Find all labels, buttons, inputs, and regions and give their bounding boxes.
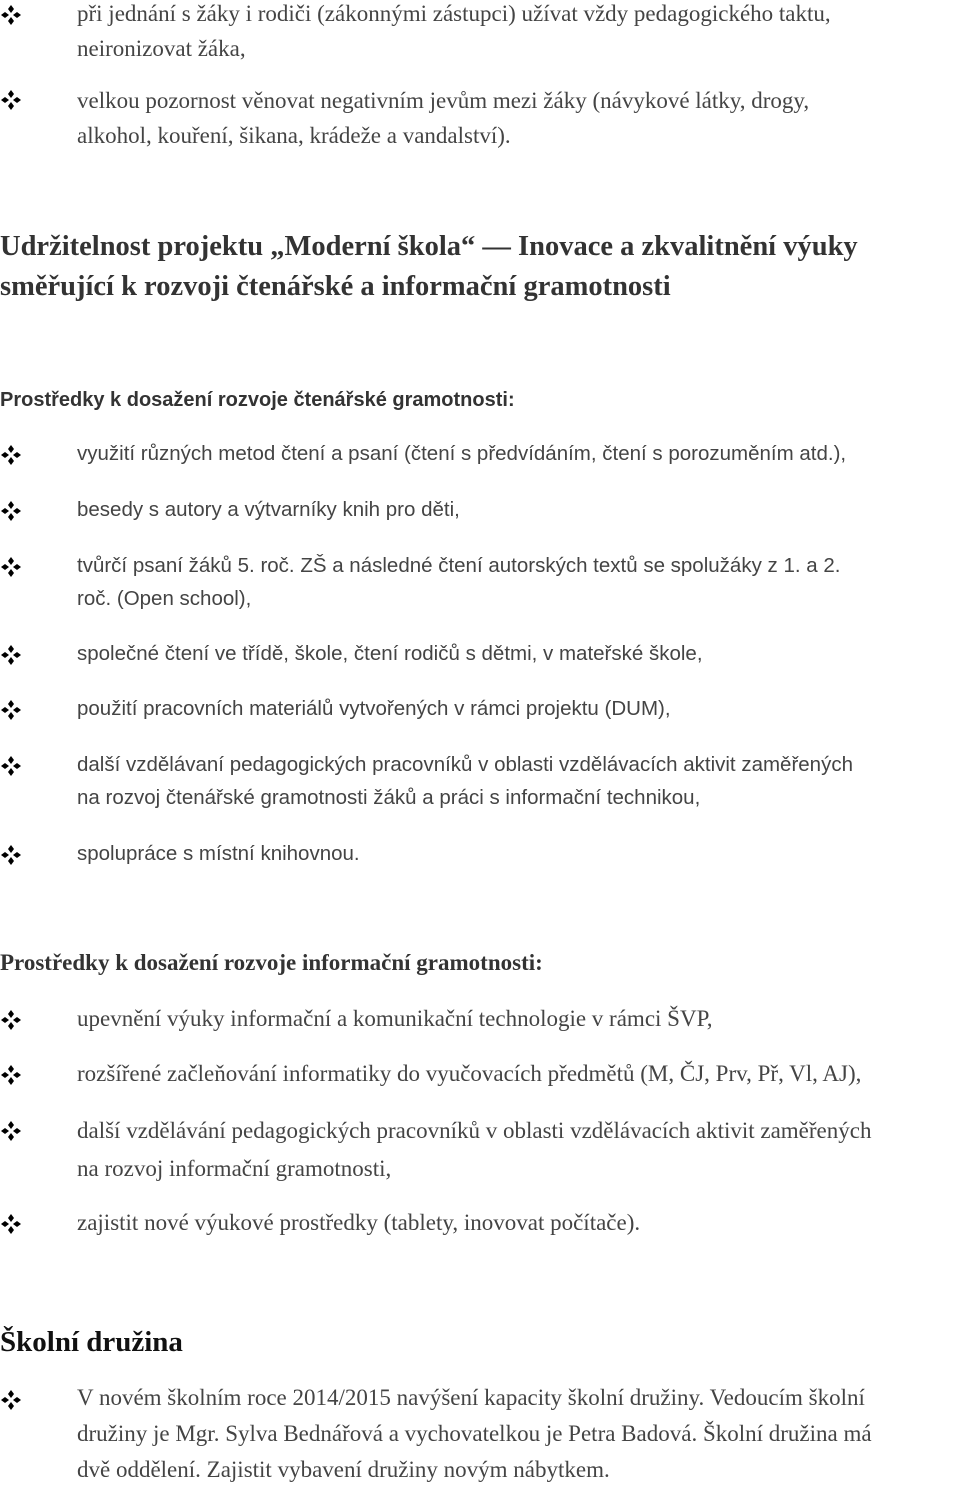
- project-heading-line: Udržitelnost projektu „Moderní škola“ — Inovace a zkvalitnění výuky: [0, 231, 858, 262]
- druzina-item-line: dvě oddělení. Zajistit vybavení družiny novým nábytkem.: [77, 1457, 610, 1482]
- info-item-line: další vzdělávání pedagogických pracovníků v oblasti vzdělávacích aktivit zaměřených: [77, 1118, 872, 1143]
- info-item-line: zajistit nové výukové prostředky (tablety, inovovat počítače).: [77, 1210, 641, 1235]
- diamond-bullet-icon: [0, 1064, 22, 1086]
- reading-item-line: roč. (Open school),: [77, 587, 252, 610]
- section-heading-reading: Prostředky k dosažení rozvoje čtenářské gramotnosti:: [0, 389, 515, 411]
- diamond-bullet-icon: [0, 556, 22, 578]
- diamond-bullet-icon: [0, 1120, 22, 1142]
- reading-item-line: besedy s autory a výtvarníky knih pro děti,: [77, 498, 460, 521]
- diamond-bullet-icon: [0, 1213, 22, 1235]
- section-heading-druzina: Školní družina: [0, 1326, 183, 1358]
- druzina-item-line: V novém školním roce 2014/2015 navýšení kapacity školní družiny. Vedoucím školní: [77, 1385, 865, 1410]
- intro-item-line: velkou pozornost věnovat negativním jevům mezi žáky (návykové látky, drogy,: [77, 88, 810, 113]
- diamond-bullet-icon: [0, 644, 22, 666]
- info-item-line: rozšířené začleňování informatiky do vyučovacích předmětů (M, ČJ, Prv, Př, Vl, AJ),: [77, 1061, 862, 1086]
- reading-item-line: na rozvoj čtenářské gramotnosti žáků a práci s informační technikou,: [77, 786, 701, 809]
- diamond-bullet-icon: [0, 500, 22, 522]
- diamond-bullet-icon: [0, 1389, 22, 1411]
- diamond-bullet-icon: [0, 444, 22, 466]
- info-item-line: na rozvoj informační gramotnosti,: [77, 1156, 392, 1181]
- intro-item-line: neironizovat žáka,: [77, 36, 246, 61]
- diamond-bullet-icon: [0, 699, 22, 721]
- reading-item-line: využití různých metod čtení a psaní (čtení s předvídáním, čtení s porozuměním atd.),: [77, 442, 847, 465]
- diamond-bullet-icon: [0, 755, 22, 777]
- diamond-bullet-icon: [0, 844, 22, 866]
- info-item-line: upevnění výuky informační a komunikační technologie v rámci ŠVP,: [77, 1006, 713, 1031]
- reading-item-line: spolupráce s místní knihovnou.: [77, 842, 360, 865]
- diamond-bullet-icon: [0, 1009, 22, 1031]
- intro-item-line: při jednání s žáky i rodiči (zákonnými zástupci) užívat vždy pedagogického taktu,: [77, 1, 831, 26]
- reading-item-line: použití pracovních materiálů vytvořených v rámci projektu (DUM),: [77, 697, 671, 720]
- druzina-item-line: družiny je Mgr. Sylva Bednářová a vychovatelkou je Petra Badová. Školní družina má: [77, 1421, 872, 1446]
- intro-item-line: alkohol, kouření, šikana, krádeže a vandalství).: [77, 123, 511, 148]
- diamond-bullet-icon: [0, 89, 22, 111]
- reading-item-line: společné čtení ve třídě, škole, čtení rodičů s dětmi, v mateřské škole,: [77, 642, 703, 665]
- reading-item-line: další vzdělávaní pedagogických pracovníků v oblasti vzdělávacích aktivit zaměřených: [77, 753, 853, 776]
- project-heading-line: směřující k rozvoji čtenářské a informační gramotnosti: [0, 271, 671, 302]
- section-heading-information: Prostředky k dosažení rozvoje informační gramotnosti:: [0, 950, 543, 975]
- reading-item-line: tvůrčí psaní žáků 5. roč. ZŠ a následné čtení autorských textů se spolužáky z 1. a 2.: [77, 554, 841, 577]
- diamond-bullet-icon: [0, 4, 22, 26]
